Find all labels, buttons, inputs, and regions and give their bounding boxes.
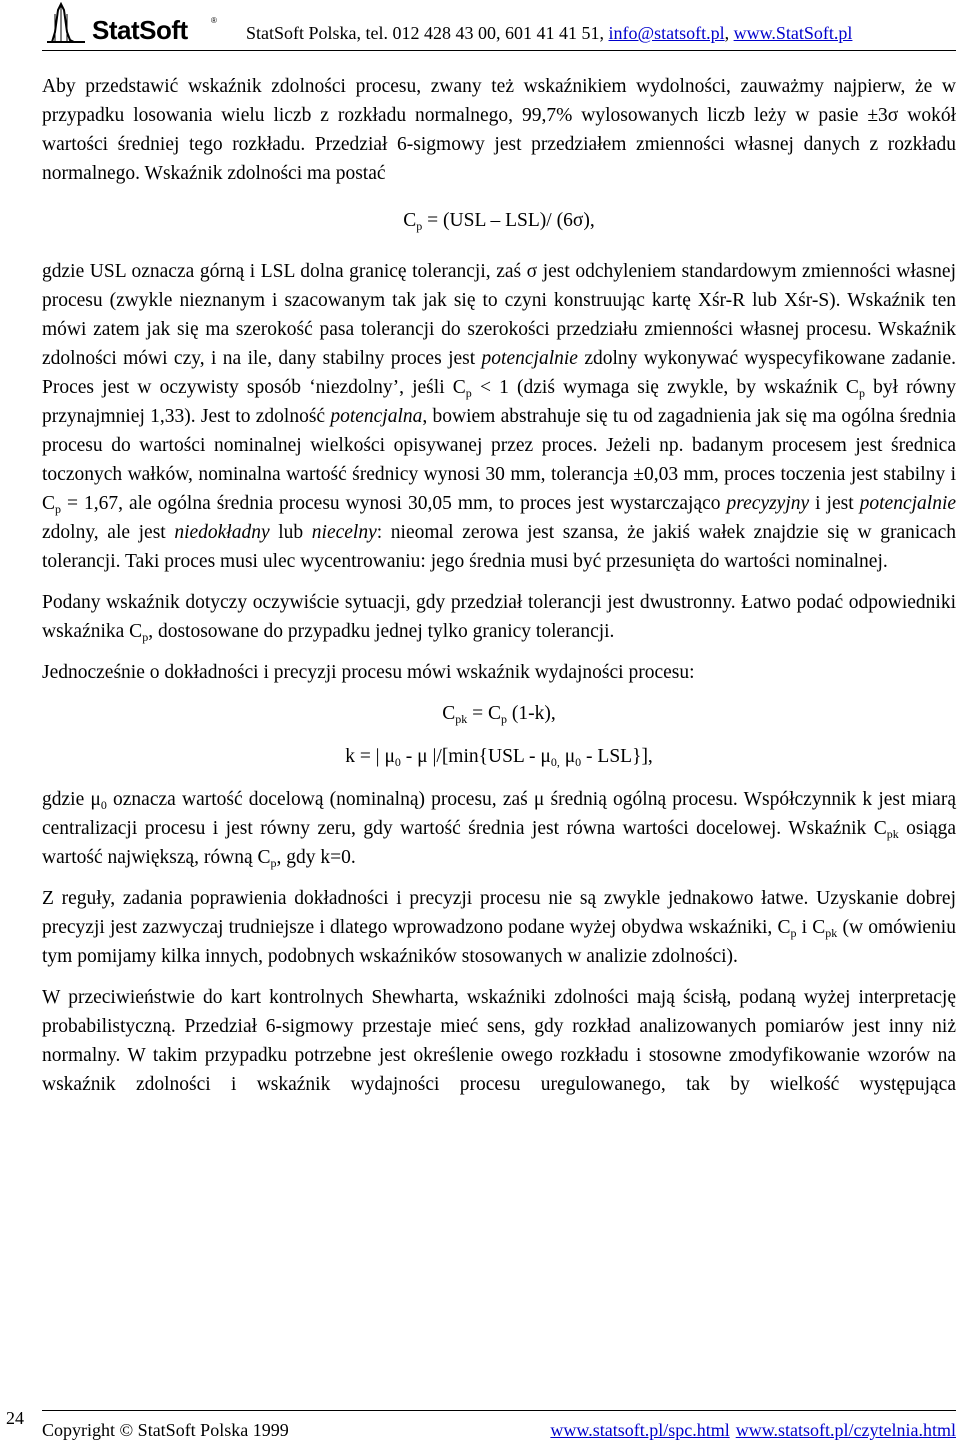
- text-run: , dostosowane do przypadku jednej tylko granicy tolerancji.: [148, 621, 615, 642]
- formula-text: = C: [467, 703, 502, 724]
- paragraph-1: Aby przedstawić wskaźnik zdolności procesu, zwany też wskaźnikiem wydolności, zauważmy najpierw, że w przypadku losowania wielu liczb z rozkładu normalnego, 99,7% wylosowanych liczb leży w pasie ±3σ wokół wartości średniej tego rozkładu. Przedział 6-sigmowy jest przedziałem zmienności własnej danych z rozkładu normalnego. Wskaźnik zdolności ma postać: [42, 76, 956, 184]
- page-number: 24: [6, 1408, 24, 1428]
- text-run: osiąga wartość największą, równą C: [42, 818, 956, 868]
- paragraph-4: Jednocześnie o dokładności i precyzji procesu mówi wskaźnik wydajności procesu:: [42, 662, 695, 683]
- text-run: Podany wskaźnik dotyczy oczywiście sytuacji, gdy przedział tolerancji jest dwustronny. Łatwo podać odpowiedniki wskaźnika C: [42, 592, 956, 642]
- header-divider: [42, 50, 956, 51]
- text-run: < 1 (dziś wymaga się zwykle, by wskaźnik C: [471, 377, 859, 398]
- subscript: p: [858, 386, 865, 400]
- contact-separator: ,: [724, 23, 734, 43]
- document-body: [42, 72, 956, 1099]
- text-run: : nieomal zerowa jest szansa, że jakiś wałek znajdzie się w granicach tolerancji. Taki proces musi ulec wycentrowaniu: jego średnia musi być przesunięta do wartości nominalnej.: [42, 522, 956, 572]
- formula-text: C: [442, 703, 456, 724]
- paragraph-7: W przeciwieństwie do kart kontrolnych Shewharta, wskaźniki zdolności mają ścisłą, podaną wyżej interpretację probabilistyczną. Przedział 6-sigmowy przestaje mieć sens, gdy rozkład analizowanych pomiarów jest inny niż normalny. W takim przypadku potrzebne jest określenie owego rozkładu i stosowne zmodyfikowanie wzorów na wskaźnik zdolności i wskaźnik wydajności procesu uregulowanego, tak by wielkość występująca: [42, 987, 956, 1095]
- text-run: lub: [269, 522, 312, 543]
- text-run: zdolny, ale jest: [42, 522, 175, 543]
- formula-subscript: 0: [575, 755, 582, 769]
- italic-run: potencjalnie: [481, 348, 578, 369]
- subscript: p: [465, 386, 472, 400]
- text-run: zdolny wykonywać wyspecyfikowane zadanie. Proces jest w oczywisty sposób ‘niezdolny’, jeśli C: [42, 348, 956, 398]
- formula-text: k = | μ: [345, 746, 395, 767]
- formula-text: C: [403, 210, 417, 231]
- formula-subscript: pk: [455, 712, 468, 726]
- formula-subscript: p: [501, 712, 508, 726]
- text-run: i C: [796, 917, 826, 938]
- paragraph-2: [42, 257, 956, 576]
- text-run: i jest: [809, 493, 860, 514]
- subscript: 0: [100, 798, 107, 812]
- formula-text: - μ |/[min{USL - μ: [400, 746, 551, 767]
- text-run: (w omówieniu tym pomijamy kilka innych, podobnych wskaźników stosowanych w analizie zdolności).: [42, 917, 956, 967]
- spc-link[interactable]: www.statsoft.pl/spc.html: [550, 1420, 730, 1440]
- page-footer: [42, 1420, 956, 1441]
- czytelnia-link[interactable]: www.statsoft.pl/czytelnia.html: [735, 1420, 956, 1440]
- page-header: [0, 0, 960, 50]
- formula-text: - LSL}],: [581, 746, 653, 767]
- formula-text: μ: [559, 746, 576, 767]
- statsoft-logo-icon: [46, 2, 86, 46]
- text-run: był równy przynajmniej 1,33). Jest to zdolność: [42, 377, 957, 427]
- text-run: oznacza wartość docelową (nominalną) procesu, zaś μ średnią ogólną procesu. Współczynnik k jest miarą centralizacji procesu i jest równy zeru, gdy wartość średnia jest równa wartości docelowej. Wskaźnik C: [42, 789, 956, 839]
- logo-wordmark: StatSoft: [92, 15, 188, 45]
- formula-cpk: [42, 699, 956, 728]
- text-run: gdzie μ: [42, 789, 101, 810]
- text-run: , bowiem abstrahuje się tu od zagadnienia jak się ma ogólna średnia procesu do wartości nominalnej wielkości opisywanej przez proces. Jeżeli np. badanym procesem jest średnica toczonych wałków, nominalna wartość średnicy wynosi 30 mm, tolerancja ±0,03 mm, proces toczenia jest stabilny i C: [42, 406, 956, 514]
- paragraph-3: [42, 588, 956, 646]
- subscript: pk: [886, 827, 899, 841]
- italic-run: potencjalnie: [859, 493, 957, 514]
- footer-links: [544, 1420, 956, 1441]
- italic-run: precyzyjny: [726, 493, 810, 514]
- paragraph-6: [42, 884, 956, 971]
- subscript: p: [55, 502, 62, 516]
- subscript: pk: [825, 926, 838, 940]
- header-contact: [246, 23, 852, 44]
- italic-run: niecelny: [311, 522, 377, 543]
- text-run: Z reguły, zadania poprawienia dokładności i precyzji procesu nie są zwykle jednakowo łatwe. Uzyskanie dobrej precyzji jest zazwyczaj trudniejsze i dlatego wprowadzono podane wyżej obydwa wskaźniki, C: [42, 888, 956, 938]
- subscript: p: [142, 630, 149, 644]
- formula-subscript: 0,: [550, 755, 560, 769]
- paragraph-5: [42, 785, 956, 872]
- trademark-symbol: ®: [211, 16, 217, 25]
- formula-subscript: 0: [394, 755, 401, 769]
- website-link[interactable]: www.StatSoft.pl: [733, 23, 853, 43]
- email-link[interactable]: info@statsoft.pl: [608, 23, 725, 43]
- copyright-text: Copyright © StatSoft Polska 1999: [42, 1420, 289, 1440]
- formula-cp: [42, 206, 956, 235]
- subscript: p: [790, 926, 797, 940]
- formula-text: (1-k),: [507, 703, 556, 724]
- text-run: gdzie USL oznacza górną i LSL dolna granicę tolerancji, zaś σ jest odchyleniem standardowym zmienności własnej procesu (zwykle nieznanym i szacowanym tak jak się to czyni konstruując kartę Xśr-R lub Xśr-S). Wskaźnik ten mówi zatem jak się ma szerokość pasa tolerancji do szerokości przedziału zmienności własnej procesu. Wskaźnik zdolności mówi czy, i na ile, dany stabilny proces jest: [42, 261, 956, 369]
- footer-divider: [42, 1410, 956, 1411]
- italic-run: potencjalna: [330, 406, 423, 427]
- formula-subscript: p: [416, 219, 423, 233]
- italic-run: niedokładny: [174, 522, 270, 543]
- subscript: p: [270, 856, 277, 870]
- formula-k: [42, 742, 956, 771]
- text-run: , gdy k=0.: [276, 847, 356, 868]
- formula-text: = (USL – LSL)/ (6σ),: [422, 210, 595, 231]
- text-run: = 1,67, ale ogólna średnia procesu wynosi 30,05 mm, to proces jest wystarczająco: [61, 493, 727, 514]
- contact-text: StatSoft Polska, tel. 012 428 43 00, 601 41 41 51,: [246, 23, 609, 43]
